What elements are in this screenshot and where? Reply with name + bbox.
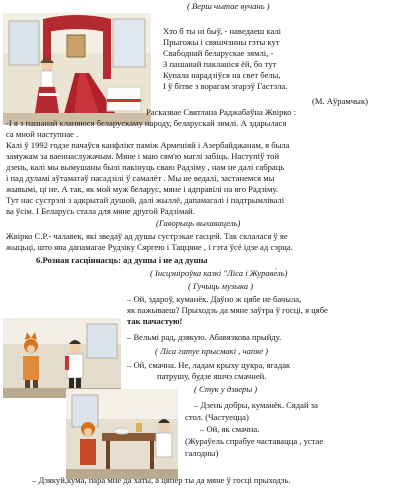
poem-line-1: Хто б ты ні быў, - наведаеш калі	[163, 26, 282, 36]
poem-line-5: Купала нарадзіўся на свет белы,	[163, 70, 281, 80]
header-caption: ( Верш чытае вучань )	[187, 1, 270, 11]
section-heading: 6.Розная гасціннасць: ад душы і не ад душы	[36, 255, 208, 265]
narration-caption: (Гаворыць выхавацель)	[156, 218, 241, 228]
dialogue-line-13: галодны)	[185, 448, 219, 458]
dialogue-line-3: так пачастую!	[127, 316, 183, 326]
narration-line-8: Тут нас сустрэлі з адкрытай душой, далі жыллё, дапамагалі і падтрымлівалі	[6, 195, 285, 205]
narration-line-1: -І я з пашанай кланяюся беларускаму народу, беларускай зямлі. А здарылася	[6, 118, 287, 128]
dialogue-line-2: як пажываеш? Прыходзь да мяне заўтра ў госці, я цябе	[127, 305, 328, 315]
narration-line-2: са мной наступнае .	[6, 129, 79, 139]
poem-line-3: Свабоднай беларускае зямлі, -	[163, 48, 274, 58]
narration-line-5: дзень, калі мы вымушаны былі пакінуць сваю Радзіму , нам не далі сабраць	[6, 162, 285, 172]
narration-line-4: замужам за ваеннаслужачым. Мяне і маю сям'ю маглі забіць. Наступіў той	[6, 151, 280, 161]
photo-girl-in-costume	[3, 13, 151, 125]
poem-line-4: З пашанай пакланіся ёй, бо тут	[163, 59, 277, 69]
narration-title: Расказвае Святлана Раджабаўна Жвірко :	[146, 107, 296, 117]
dialogue-line-7: патрушу, будзе яшчэ смачней.	[157, 371, 267, 381]
section-sub-caption: ( Гучыць музыка )	[188, 281, 254, 291]
dialogue-line-10: стол. (Частуецца)	[185, 412, 249, 422]
dialogue-line-12: (Жураўель спрабуе частавацца , устае	[185, 436, 324, 446]
dialogue-line-14: – Дзякуй,кума, пара мне да хаты, а цяпер ты да мяне ў госці прыходзь.	[32, 475, 291, 485]
photo-fox-and-crane-scene-1	[3, 318, 121, 398]
narration-line-6: і пад дуламі аўтаматаў пасадзілі ў самалёт . Мы не ведалі, застанемся мы	[6, 173, 275, 183]
dialogue-line-5: ( Ліса гатуе прысмакі , чапяе )	[155, 346, 269, 356]
poem-line-2: Прыгожы і свяшчэнны гэты кут	[163, 37, 280, 47]
teacher-line-1: Жвірко С.Р.- чалавек, які зведаў ад душы сустрэкае гасцей. Так склалася ў яе	[6, 231, 288, 241]
narration-line-7: жывымі, ці не. А так, як мой муж беларус, мяне і адправілі на яго Радзіму.	[6, 184, 279, 194]
dialogue-line-4: – Вельмі рад, дзякую. Абавязкова прыйду.	[127, 332, 282, 342]
teacher-line-2: жыцьці, што яна дапамагае Рудзіку Сяргею і Таццяне , і гэта ўсё ідзе ад сэрца.	[6, 242, 293, 252]
photo-fox-and-crane-scene-2	[66, 389, 178, 479]
dialogue-line-1: – Ой, здароў, куманёк. Даўно ж цябе не бачыла,	[127, 294, 302, 304]
narration-line-9: ва ўсім. І Беларусь стала для мяне другой Радзімай.	[6, 206, 195, 216]
dialogue-line-6: – Ой, смачна. Не, ладам крыху цукра, ягадак	[127, 360, 291, 370]
narration-line-3: Калі ў 1992 годзе пачаўся канфлікт паміж Арменіяй і Азербайджанам, я была	[6, 140, 290, 150]
dialogue-line-8: ( Стук у дзверы )	[194, 384, 258, 394]
section-subtitle: ( Інсцэніроўка казкі "Ліса і Жураве́ль)	[150, 268, 288, 278]
dialogue-line-9: – Дзень добры, куманёк. Сядай за	[194, 400, 318, 410]
dialogue-line-11: – Ой, як смачна.	[200, 424, 260, 434]
poem-line-6: І ў бітве з ворагам згарэў Гастэла.	[163, 81, 288, 91]
poem-author: (М. Аўрамчык)	[312, 96, 368, 106]
